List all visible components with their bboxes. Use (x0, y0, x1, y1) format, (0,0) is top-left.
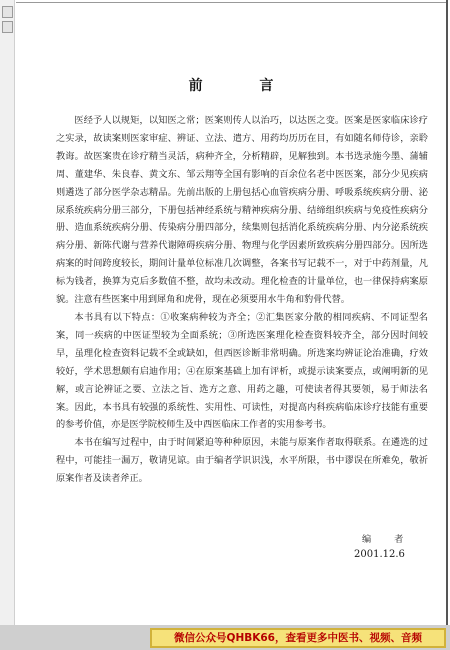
document-page (16, 0, 448, 625)
preface-paragraph-2: 本书具有以下特点：①收案病种较为齐全；②汇集医家分散的相同疾病、不同证型名案，同一疾病的中医证型较为全面系统；③所选医案理化检查资料较齐全，部分因时间较早，虽理化检查资料记载不全或缺如，但西医诊断非常明确。所选案均辨证论治准确，疗效较好，学术思想颇有启迪作用；④在原案基础上加有评析，或提示读案要点，或阐明新的见解，或言论辨证之要、立法之旨、选方之意、用药之趣，可使读者得其要领，易于师法名案。因此，本书具有较强的系统性、实用性、可读性，对提高内科疾病临床诊疗技能有重要的参考价值，亦是医学院校师生及中西医临床工作者的实用参考书。 (56, 311, 428, 431)
author-signature: 编 者 (362, 534, 414, 545)
page-title: 前 言 (188, 78, 300, 94)
watermark-banner: 微信公众号QHBK66，查看更多中医书、视频、音频 (150, 628, 446, 648)
page-top-divider (16, 2, 446, 3)
preface-paragraph-1: 医经予人以规矩，以知医之常；医案则传人以治巧，以达医之变。医案是医家临床诊疗之实录，故读案则医家审症、辨证、立法、遣方、用药均历历在目，有如随名师侍诊，亲聆教诲。故医案贵在诊疗精当灵活，病种齐全，分析精辟，见解独到。本书选录施今墨、蒲辅周、董建华、朱良春、黄文东、邹云翔等全国有影响的百余位名老中医医案，部分少见疾病则遴选了部分医学杂志精品。先前出版的上册包括心血管疾病分册、呼吸系统疾病分册、泌尿系统疾病分册三部分，下册包括神经系统与精神疾病分册、结缔组织疾病与免疫性疾病分册、造血系统疾病分册、传染病分册四部分，续集则包括消化系统疾病分册、内分泌系统疾病分册、新陈代谢与营养代谢障碍疾病分册、物理与化学因素所致疾病分册四部分。因所选病案的时间跨度较长，期间计量单位标准几次调整，各案书写记载不一，对于中药剂量，凡标为钱者，换算为克后多数值不整，故均未改动。理化检查的计量单位，也一律保持病案原貌。注意有些医案中用到犀角和虎骨，现在必须要用水牛角和豹骨代替。 (56, 115, 428, 306)
thumbnail-tab-icon[interactable] (2, 21, 13, 33)
preface-paragraph-3: 本书在编写过程中，由于时间紧迫等种种原因，未能与原案作者取得联系。在遴选的过程中，可能挂一漏万，敬请见谅。由于编者学识识浅，水平所限，书中谬误在所难免，敬祈原案作者及读者斧正。 (56, 437, 428, 485)
bookmark-tab-icon[interactable] (2, 6, 13, 18)
preface-date: 2001.12.6 (354, 549, 405, 560)
viewer-side-bar (0, 0, 15, 650)
preface-body (56, 112, 428, 488)
